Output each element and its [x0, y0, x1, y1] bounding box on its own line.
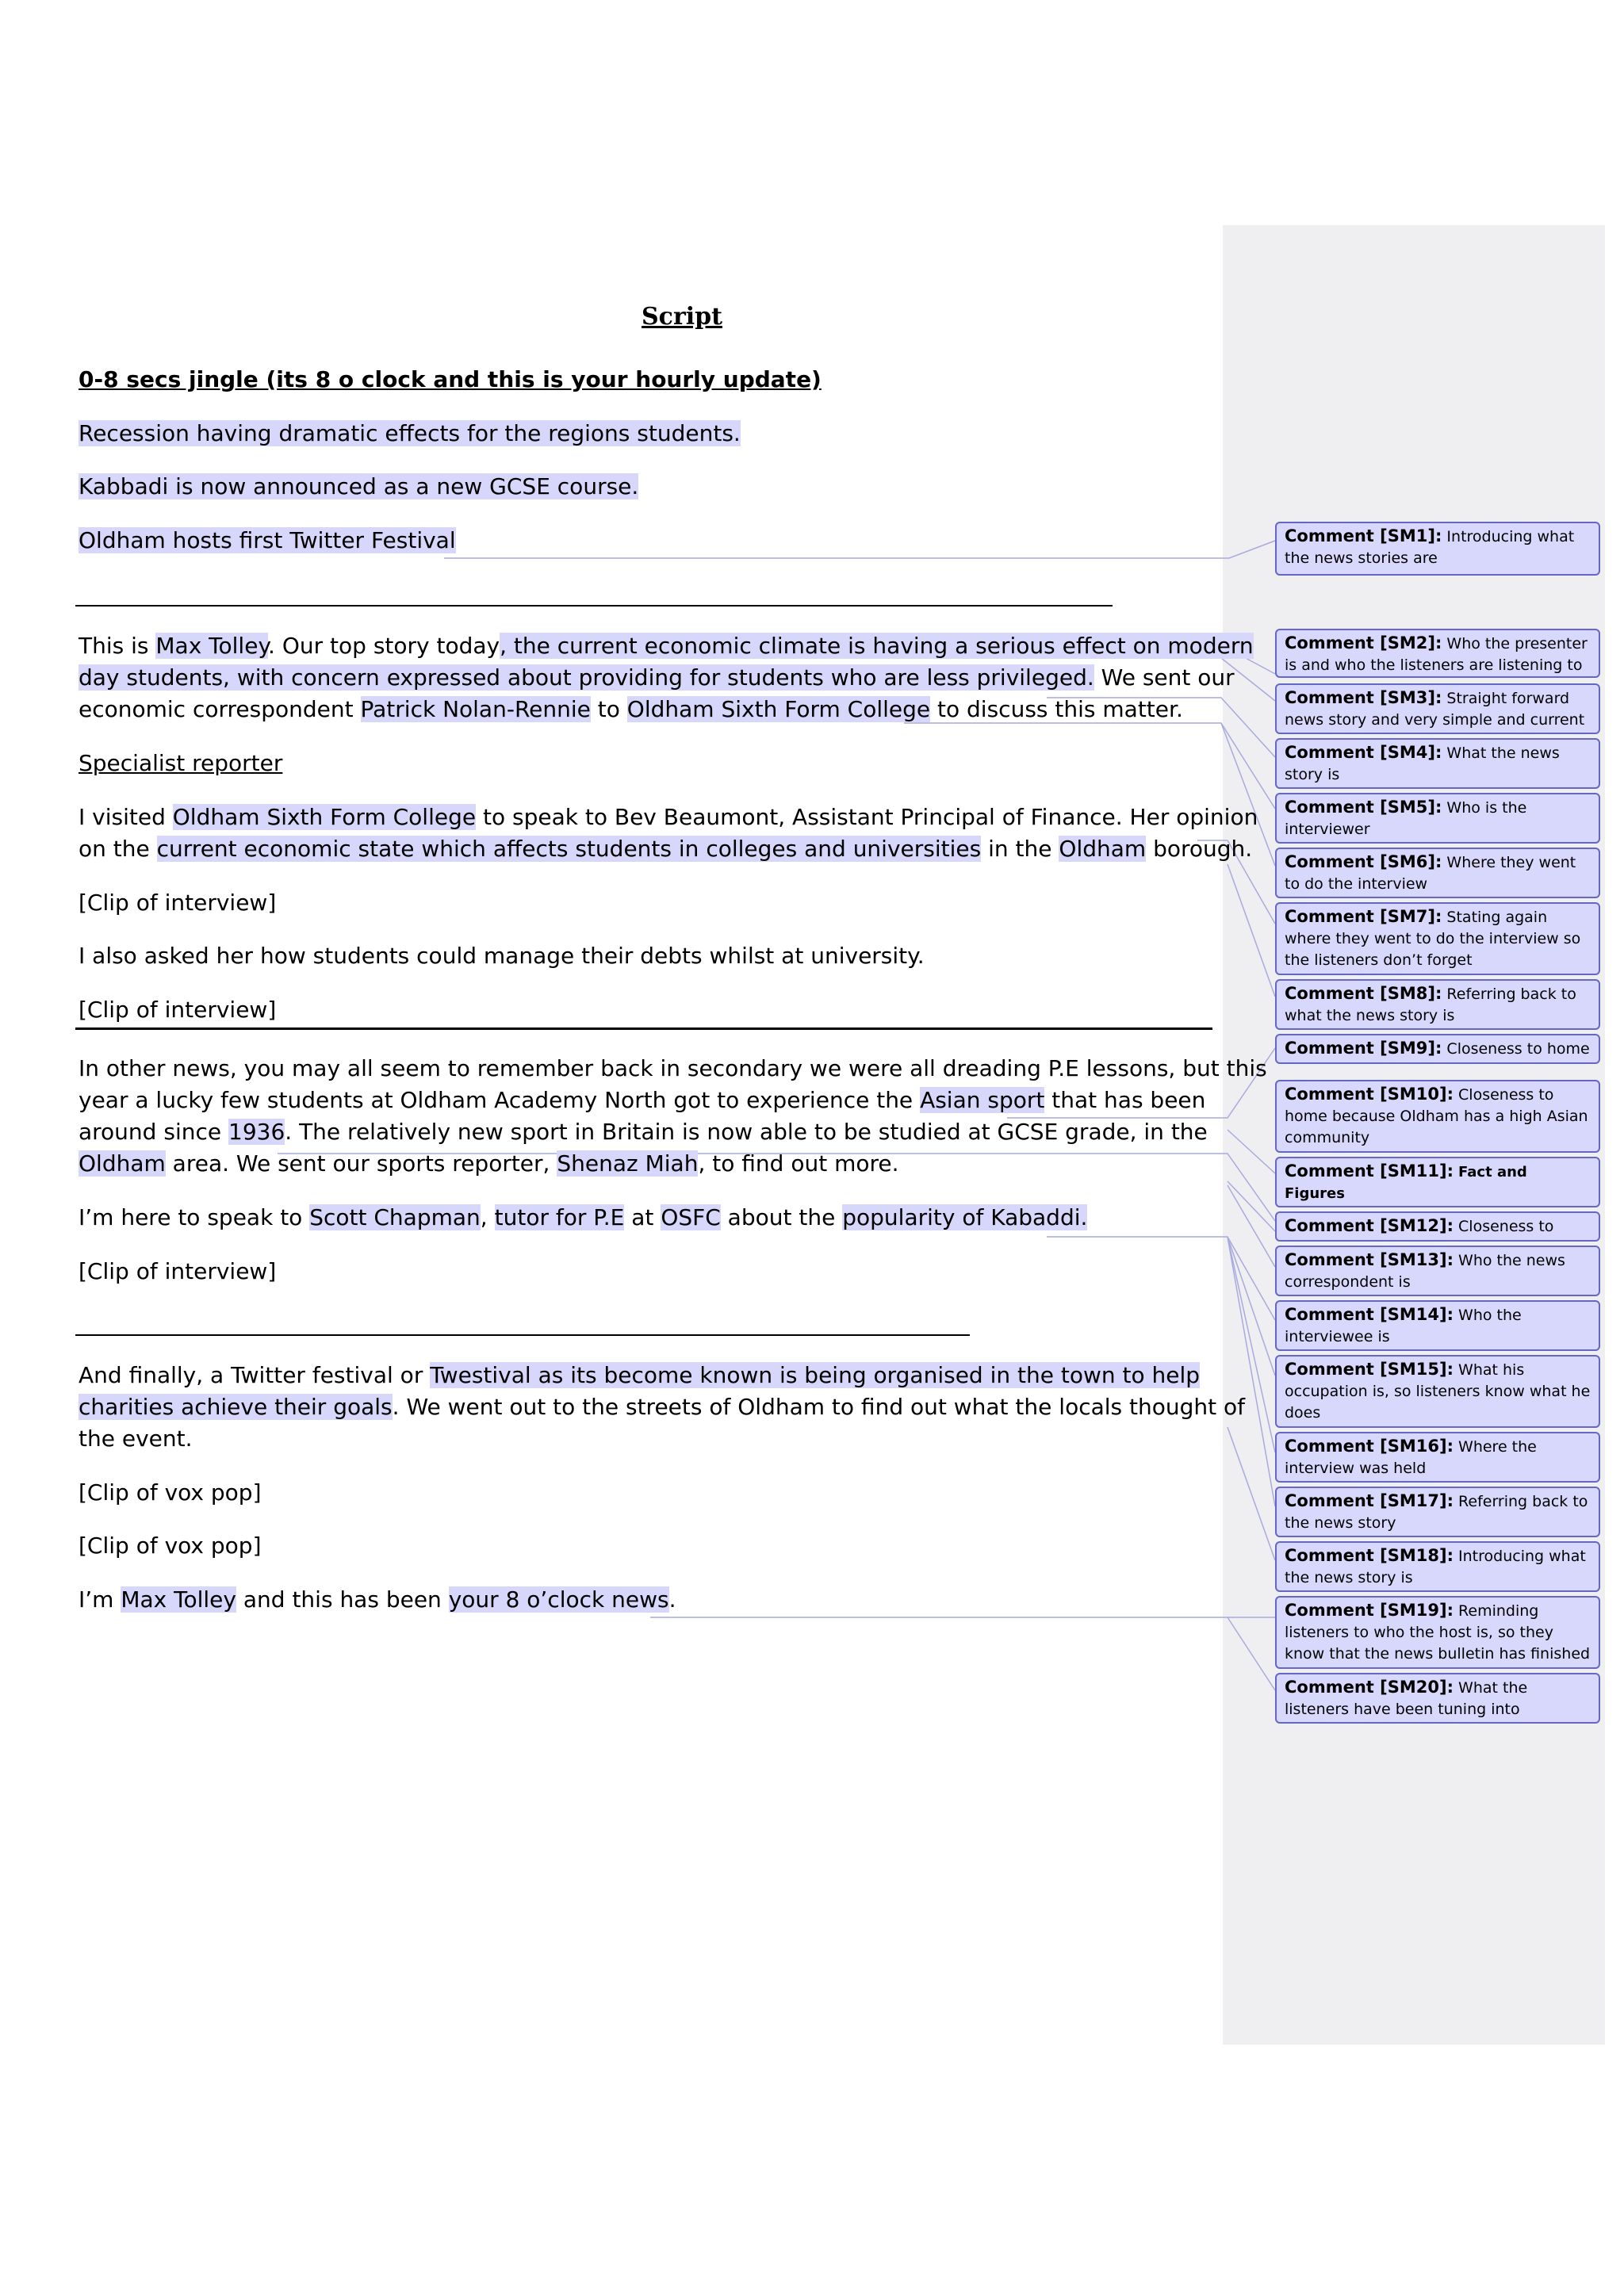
- text-run: .: [668, 1586, 676, 1613]
- specialist-reporter-label: Specialist reporter: [79, 750, 283, 776]
- text-run: year a lucky few students at Oldham Academy North got to experience the: [79, 1087, 921, 1113]
- highlighted-text: Max Tolley: [155, 633, 269, 659]
- highlighted-text: Shenaz Miah: [557, 1150, 699, 1177]
- section-divider: [75, 1027, 1212, 1030]
- highlighted-text: popularity of Kabaddi.: [842, 1204, 1088, 1230]
- text-run: . We went out to the streets of Oldham to find out what the locals thought of: [392, 1394, 1246, 1420]
- highlighted-text: , the current economic climate is having a serious effect on modern: [500, 633, 1254, 659]
- text-run: in the: [981, 836, 1059, 862]
- highlighted-text: Oldham Sixth Form College: [626, 696, 931, 722]
- text-run: economic correspondent: [79, 696, 361, 722]
- text-run: the event.: [79, 1425, 193, 1452]
- highlighted-text: 1936: [228, 1119, 285, 1145]
- document-title: Script: [642, 303, 722, 331]
- text-run: that has been: [1044, 1087, 1206, 1113]
- headline-1: [79, 418, 1220, 450]
- text-run: I’m here to speak to: [79, 1204, 310, 1230]
- text-run: This is: [79, 633, 156, 659]
- comment-balloon[interactable]: Comment [SM16]: Where the interview was held: [1275, 1432, 1600, 1483]
- comment-balloon[interactable]: Comment [SM15]: What his occupation is, so listeners know what he does: [1275, 1355, 1600, 1428]
- story-1-report-line-2: [79, 833, 1253, 865]
- comment-balloon[interactable]: Comment [SM9]: Closeness to home: [1275, 1034, 1600, 1064]
- text-run: , to find out more.: [698, 1150, 899, 1177]
- text-run: . Our top story today: [268, 633, 500, 659]
- text-run: In other news, you may all seem to remember back in secondary we were all dreading P.E lessons, but this: [79, 1055, 1267, 1081]
- text-run: around since: [79, 1119, 228, 1145]
- highlighted-text: OSFC: [661, 1204, 721, 1230]
- story-2-line-4: [79, 1148, 1220, 1180]
- story-1-line-1: [79, 630, 1254, 662]
- highlighted-text: day students, with concern expressed about providing for students who are less privileged.: [79, 664, 1094, 691]
- comment-balloon[interactable]: Comment [SM20]: What the listeners have been tuning into: [1275, 1673, 1600, 1724]
- headline-text: Kabbadi is now announced as a new GCSE course.: [79, 473, 639, 499]
- story-1-report-line-1: [79, 802, 1258, 833]
- comment-balloon[interactable]: Comment [SM17]: Referring back to the news story: [1275, 1487, 1600, 1537]
- comment-balloon[interactable]: Comment [SM10]: Closeness to home because Oldham has a high Asian community: [1275, 1080, 1600, 1153]
- text-run: And finally, a Twitter festival or: [79, 1362, 431, 1388]
- clip-of-vox-pop: [Clip of vox pop]: [79, 1533, 262, 1559]
- section-divider: [75, 1334, 970, 1336]
- headline-3: [79, 525, 1220, 557]
- comment-balloon[interactable]: Comment [SM8]: Referring back to what the news story is: [1275, 979, 1600, 1030]
- comment-balloon[interactable]: Comment [SM18]: Introducing what the news story is: [1275, 1541, 1600, 1592]
- headline-text: Oldham hosts first Twitter Festival: [79, 527, 456, 553]
- clip-of-interview: [Clip of interview]: [79, 997, 277, 1023]
- text-run: I’m: [79, 1586, 121, 1613]
- highlighted-text: Oldham: [1059, 836, 1147, 862]
- highlighted-text: Patrick Nolan-Rennie: [360, 696, 591, 722]
- text-run: on the: [79, 836, 157, 862]
- story-2-line-1: [79, 1053, 1267, 1085]
- section-divider: [75, 605, 1113, 607]
- story-3-line-1: [79, 1360, 1220, 1391]
- comment-balloon[interactable]: Comment [SM4]: What the news story is: [1275, 738, 1600, 789]
- comment-balloon[interactable]: Comment [SM12]: Closeness to: [1275, 1211, 1600, 1242]
- text-run: . The relatively new sport in Britain is now able to be studied at GCSE grade, in the: [285, 1119, 1208, 1145]
- story-1-line-3: [79, 694, 1220, 725]
- clip-of-interview: [Clip of interview]: [79, 890, 277, 916]
- text-run: and this has been: [236, 1586, 449, 1613]
- comment-balloon[interactable]: Comment [SM7]: Stating again where they went to do the interview so the listeners don’t forget: [1275, 902, 1600, 975]
- clip-of-interview: [Clip of interview]: [79, 1258, 277, 1284]
- comment-balloon[interactable]: Comment [SM5]: Who is the interviewer: [1275, 793, 1600, 844]
- headline-text: Recession having dramatic effects for the regions students.: [79, 420, 741, 446]
- text-run: We sent our: [1094, 664, 1235, 691]
- highlighted-text: Oldham: [79, 1150, 166, 1177]
- comment-balloon[interactable]: Comment [SM13]: Who the news correspondent is: [1275, 1246, 1600, 1296]
- highlighted-text: Oldham Sixth Form College: [172, 804, 477, 830]
- text-run: I visited: [79, 804, 173, 830]
- clip-of-vox-pop: [Clip of vox pop]: [79, 1479, 262, 1506]
- highlighted-text: tutor for P.E: [494, 1204, 625, 1230]
- jingle-heading: 0-8 secs jingle (its 8 o clock and this is your hourly update): [79, 366, 822, 392]
- highlighted-text: charities achieve their goals: [79, 1394, 393, 1420]
- story-2-report: [79, 1202, 1220, 1234]
- sign-off: [79, 1584, 1220, 1616]
- story-3-line-2: [79, 1391, 1246, 1423]
- comment-balloon[interactable]: Comment [SM11]: Fact and Figures: [1275, 1157, 1600, 1207]
- story-2-line-2: [79, 1085, 1220, 1116]
- comment-balloon[interactable]: Comment [SM3]: Straight forward news story and very simple and current: [1275, 683, 1600, 734]
- highlighted-text: Asian sport: [920, 1087, 1045, 1113]
- text-run: to: [590, 696, 627, 722]
- text-run: about the: [720, 1204, 843, 1230]
- highlighted-text: Twestival as its become known is being organised in the town to help: [430, 1362, 1201, 1388]
- comment-balloon[interactable]: Comment [SM2]: Who the presenter is and who the listeners are listening to: [1275, 629, 1600, 678]
- text-run: at: [624, 1204, 661, 1230]
- text-run: ,: [480, 1204, 495, 1230]
- story-2-line-3: [79, 1116, 1220, 1148]
- highlighted-text: Max Tolley: [121, 1586, 236, 1613]
- story-1-followup: I also asked her how students could manage their debts whilst at university.: [79, 943, 925, 969]
- highlighted-text: current economic state which affects students in colleges and universities: [156, 836, 982, 862]
- text-run: to speak to Bev Beaumont, Assistant Principal of Finance. Her opinion: [476, 804, 1258, 830]
- comment-balloon[interactable]: Comment [SM14]: Who the interviewee is: [1275, 1300, 1600, 1351]
- text-run: to discuss this matter.: [930, 696, 1183, 722]
- comment-balloon[interactable]: Comment [SM1]: Introducing what the news stories are: [1275, 522, 1600, 576]
- comment-balloon[interactable]: Comment [SM6]: Where they went to do the interview: [1275, 848, 1600, 898]
- story-3-line-3: [79, 1423, 1220, 1455]
- highlighted-text: your 8 o’clock news: [448, 1586, 669, 1613]
- highlighted-text: Scott Chapman: [309, 1204, 481, 1230]
- comment-balloon[interactable]: Comment [SM19]: Reminding listeners to who the host is, so they know that the news bulletin has finished: [1275, 1596, 1600, 1669]
- story-1-line-2: [79, 662, 1235, 694]
- headline-2: [79, 471, 1220, 503]
- text-run: borough.: [1146, 836, 1253, 862]
- text-run: area. We sent our sports reporter,: [165, 1150, 557, 1177]
